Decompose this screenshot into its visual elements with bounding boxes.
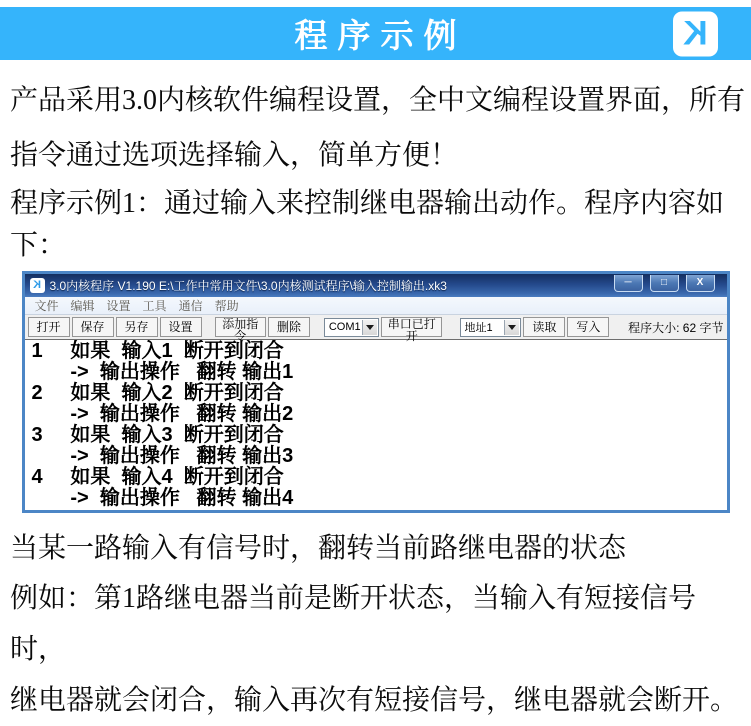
program-line[interactable]: 4 如果 输入4 断开到闭合 — [31, 466, 284, 488]
toolbar — [25, 315, 727, 343]
menu-item-settings[interactable]: 设置 — [106, 299, 131, 313]
save-as-button[interactable]: 另存 — [116, 317, 158, 337]
page-title: 程序示例 — [294, 19, 467, 55]
program-line[interactable]: 3 如果 输入3 断开到闭合 — [31, 424, 284, 446]
minimize-icon: ─ — [624, 277, 632, 288]
com-port-select[interactable] — [324, 318, 379, 337]
program-line[interactable]: -> 输出操作 翻转 输出4 — [31, 487, 294, 509]
dropdown-arrow-button[interactable] — [362, 320, 377, 335]
chevron-down-icon — [366, 325, 374, 330]
k-logo-icon: K — [683, 14, 708, 53]
program-line[interactable]: 2 如果 输入2 断开到闭合 — [31, 382, 284, 404]
program-editor[interactable] — [25, 340, 727, 510]
program-line[interactable]: -> 输出操作 翻转 输出1 — [31, 361, 294, 383]
dropdown-arrow-button[interactable] — [504, 320, 519, 335]
save-button[interactable]: 保存 — [72, 317, 114, 337]
intro-paragraph-2: 程序示例1：通过输入来控制继电器输出动作。程序内容如下： — [10, 188, 725, 261]
add-instruction-button[interactable]: 添加指令 — [215, 317, 266, 337]
window-title: 3.0内核程序 V1.190 E:\工作中常用文件\3.0内核测试程序\输入控制输出.xk3 — [49, 279, 447, 293]
minimize-button[interactable] — [614, 275, 643, 292]
program-line[interactable]: -> 输出操作 翻转 输出2 — [31, 403, 294, 425]
menu-item-edit[interactable]: 编辑 — [70, 299, 95, 313]
open-button[interactable]: 打开 — [28, 317, 70, 337]
brand-logo — [673, 11, 718, 56]
footer-paragraph-3: 继电器就会闭合，输入再次有短接信号，继电器就会断开。 — [10, 685, 739, 716]
serial-status-button[interactable]: 串口已打开 — [381, 317, 442, 337]
delete-button[interactable]: 删除 — [268, 317, 310, 337]
program-line[interactable]: -> 输出操作 翻转 输出3 — [31, 445, 294, 467]
page — [0, 7, 751, 716]
address-select[interactable] — [460, 318, 522, 337]
program-size-label: 程序大小: 62 字节 — [628, 320, 724, 335]
maximize-icon: □ — [660, 277, 668, 288]
close-button[interactable] — [686, 275, 715, 292]
window-controls — [614, 275, 715, 292]
menu-item-comm[interactable]: 通信 — [178, 299, 203, 313]
chevron-down-icon — [508, 325, 516, 330]
address-value: 地址1 — [464, 322, 493, 334]
menu-item-help[interactable]: 帮助 — [214, 299, 239, 313]
read-button[interactable]: 读取 — [523, 317, 565, 337]
com-port-value: COM1 — [328, 321, 361, 333]
app-window — [22, 271, 730, 513]
menu-item-file[interactable]: 文件 — [34, 299, 59, 313]
maximize-button[interactable] — [650, 275, 679, 292]
menu-item-tools[interactable]: 工具 — [142, 299, 167, 313]
window-titlebar[interactable] — [25, 274, 727, 297]
k-logo-icon: K — [33, 279, 41, 291]
footer-paragraph-2: 例如：第1路继电器当前是断开状态，当输入有短接信号时， — [10, 583, 697, 665]
program-line[interactable]: 1 如果 输入1 断开到闭合 — [31, 340, 284, 362]
settings-button[interactable]: 设置 — [160, 317, 202, 337]
app-window-icon — [30, 278, 45, 293]
close-icon: X — [696, 277, 704, 288]
write-button[interactable]: 写入 — [567, 317, 609, 337]
menubar — [25, 297, 727, 315]
header-bar — [0, 7, 751, 60]
intro-paragraph-1: 产品采用3.0内核软件编程设置，全中文编程设置界面，所有指令通过选项选择输入，简单方便！ — [10, 85, 746, 171]
footer-paragraph-1: 当某一路输入有信号时，翻转当前路继电器的状态 — [10, 533, 627, 564]
